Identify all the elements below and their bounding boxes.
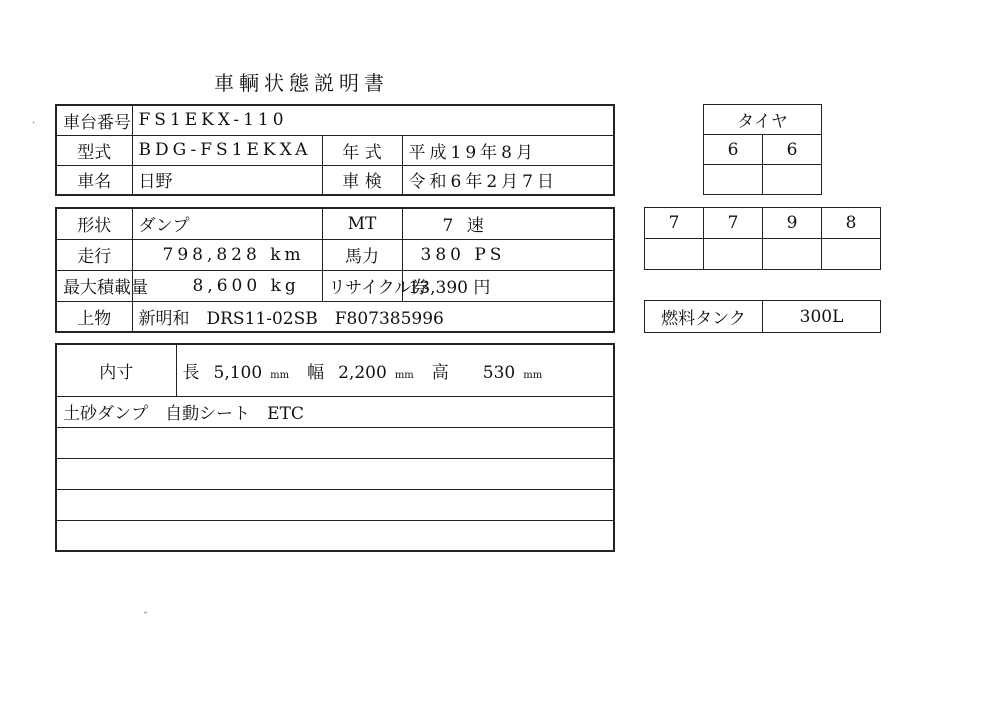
interior-notes-table [55,343,615,552]
length-value: 5,100 [213,362,263,383]
max-load-label: 最大積載量 [56,270,132,301]
inspection-value: 令和6年2月7日 [402,165,614,195]
tire-rear-2: 7 [704,208,763,239]
height-label: 高 [431,362,449,383]
tire-front-right: 6 [763,135,822,165]
notes-line-3 [56,458,614,489]
tire-rear-blank-1 [645,239,704,270]
tire-rear-3: 9 [763,208,822,239]
mileage-value: 798,828 km [132,239,322,270]
recycle-fee-value: 13,390 円 [402,270,614,301]
fuel-tank-value: 300L [763,301,881,333]
tire-front-blank-left [704,165,763,195]
tire-rear-blank-4 [822,239,881,270]
tire-header: タイヤ [704,105,822,135]
vehicle-info-table [55,104,615,196]
chassis-number-value: FS1EKX-110 [132,105,614,135]
scan-speck: ˇ [143,612,148,623]
notes-line-5 [56,520,614,551]
tire-front-left: 6 [704,135,763,165]
notes-line-4 [56,489,614,520]
length-label: 長 [182,362,200,383]
length-unit: mm [270,369,290,381]
scan-speck: · [32,118,36,129]
tire-rear-blank-3 [763,239,822,270]
width-unit: mm [394,369,414,381]
body-equipment-value: 新明和 DRS11-02SB F807385996 [132,301,614,332]
horsepower-value: 380 PS [402,239,614,270]
tire-rear-1: 7 [645,208,704,239]
notes-line-2 [56,427,614,458]
tire-rear-4: 8 [822,208,881,239]
document-title: 車輌状態説明書 [214,71,389,95]
body-equipment-label: 上物 [56,301,132,332]
horsepower-label: 馬力 [322,239,402,270]
transmission-label: MT [322,208,402,239]
specs-table [55,207,615,333]
fuel-tank-label: 燃料タンク [645,301,763,333]
mileage-label: 走行 [56,239,132,270]
tire-front-table [703,104,822,195]
vehicle-name-value: 日野 [132,165,322,195]
shape-value: ダンプ [132,208,322,239]
height-value: 530 [482,362,516,383]
recycle-fee-label: リサイクル券 [322,270,402,301]
inspection-label: 車 検 [322,165,402,195]
fuel-tank-table [644,300,881,333]
width-value: 2,200 [338,362,387,383]
max-load-value: 8,600 kg [132,270,322,301]
transmission-value: 7 速 [402,208,614,239]
year-label: 年 式 [322,135,402,165]
chassis-number-label: 車台番号 [56,105,132,135]
year-value: 平成19年8月 [402,135,614,165]
height-unit: mm [523,369,543,381]
shape-label: 形状 [56,208,132,239]
interior-dimensions-value [176,344,614,396]
tire-rear-table [644,207,881,270]
tire-front-blank-right [763,165,822,195]
interior-dimensions-label: 内寸 [56,344,176,396]
model-value: BDG-FS1EKXA [132,135,322,165]
notes-line-1: 土砂ダンプ 自動シート ETC [56,396,614,427]
vehicle-name-label: 車名 [56,165,132,195]
width-label: 幅 [307,362,325,383]
tire-rear-blank-2 [704,239,763,270]
model-label: 型式 [56,135,132,165]
